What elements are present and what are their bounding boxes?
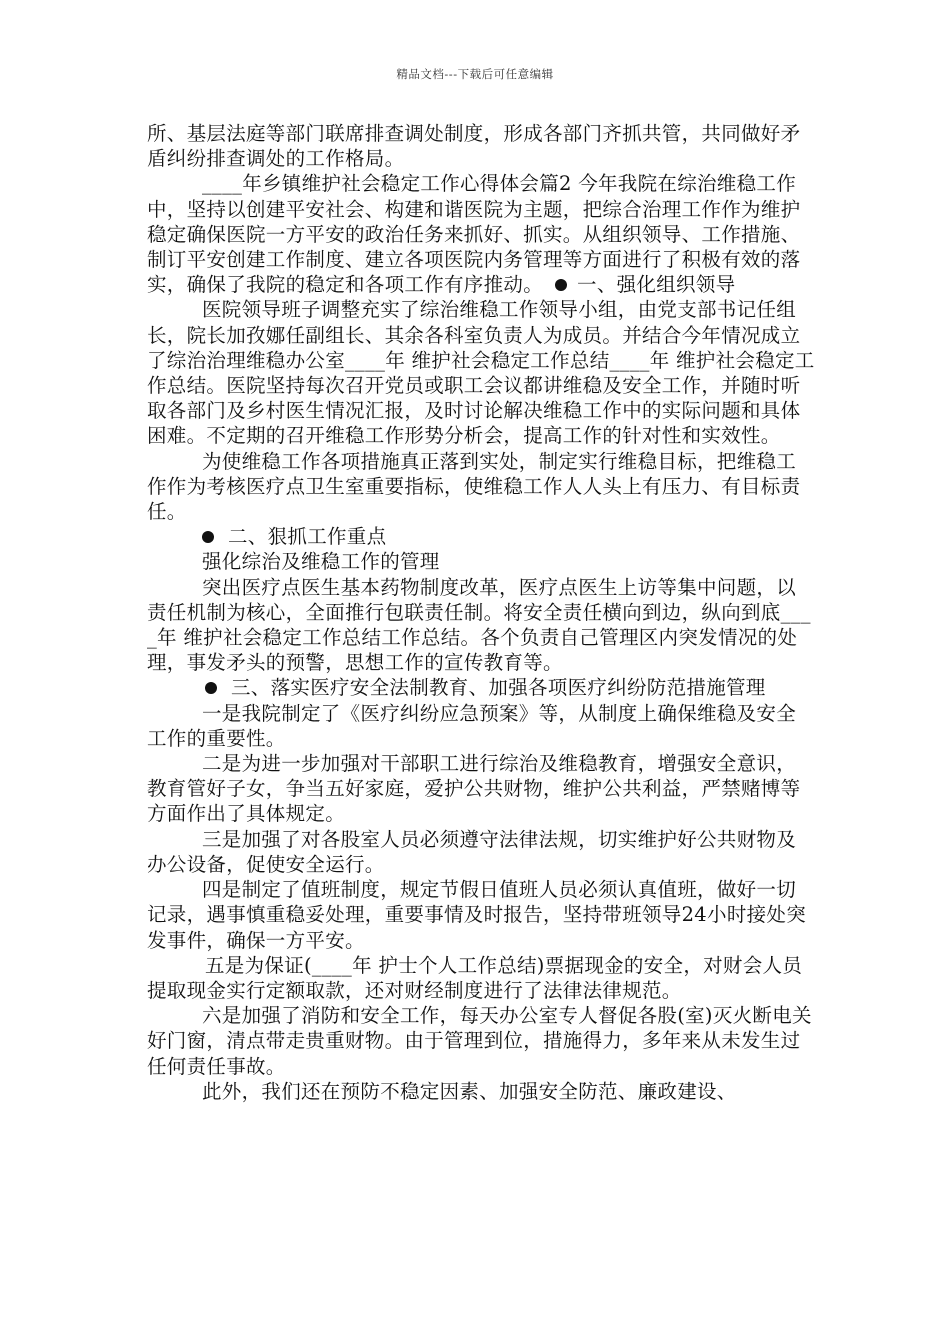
- paragraph: 强化综治及维稳工作的管理: [202, 550, 440, 574]
- section-heading-row: [147, 675, 815, 700]
- bullet-icon: [555, 279, 567, 291]
- document-body: [147, 121, 815, 1104]
- section-heading-row: [202, 524, 815, 549]
- paragraph: 三是加强了对各股室人员必须遵守法律法规，切实维护好公共财物及办公设备，促使安全运行。: [147, 827, 797, 876]
- paragraph-text: ____年乡镇维护社会稳定工作心得体会篇2 今年我院在综治维稳工作中，坚持以创建平安社会、构建和谐医院为主题，把综合治理工作作为维护稳定确保医院一方平安的政治任务来抓好、抓实。从组织领导、工作措施、制订平安创建工作制度、建立各项医院内务管理等方面进行了积极有效的落实，确保了我院的稳定和各项工作有序推动。: [147, 172, 801, 297]
- page-header: 精品文档---下载后可任意编辑: [396, 67, 554, 81]
- paragraph: 此外，我们还在预防不稳定因素、加强安全防范、廉政建设、: [202, 1079, 737, 1103]
- paragraph: 为使维稳工作各项措施真正落到实处，制定实行维稳目标，把维稳工作作为考核医疗点卫生室重要指标，使维稳工作人人头上有压力、有目标责任。: [147, 449, 801, 524]
- paragraph: 五是为保证(____年 护士个人工作总结)票据现金的安全，对财会人员提取现金实行定额取款，还对财经制度进行了法律法律规范。: [147, 953, 803, 1002]
- paragraph: 六是加强了消防和安全工作，每天办公室专人督促各股(室)灭火断电关好门窗，清点带走贵重财物。由于管理到位，措施得力，多年来从未发生过任何责任事故。: [147, 1004, 812, 1078]
- section-heading: 一、强化组织领导: [577, 273, 736, 297]
- paragraph: 所、基层法庭等部门联席排查调处制度，形成各部门齐抓共管，共同做好矛盾纠纷排查调处的工作格局。: [147, 122, 801, 171]
- paragraph: 二是为进一步加强对干部职工进行综治及维稳教育，增强安全意识，教育管好子女，争当五好家庭，爱护公共财物，维护公共利益，严禁赌博等方面作出了具体规定。: [147, 752, 801, 826]
- paragraph: 一是我院制定了《医疗纠纷应急预案》等，从制度上确保维稳及安全工作的重要性。: [147, 701, 797, 750]
- paragraph: 突出医疗点医生基本药物制度改革，医疗点医生上访等集中问题，以责任机制为核心，全面推行包联责任制。将安全责任横向到边，纵向到底____年 维护社会稳定工作总结工作总结。各个负责自己管理区内突发情况的处理，事发矛头的预警，思想工作的宣传教育等。: [147, 575, 811, 675]
- paragraph: [147, 171, 815, 297]
- bullet-icon: [202, 531, 214, 543]
- paragraph: 四是制定了值班制度，规定节假日值班人员必须认真值班，做好一切记录，遇事慎重稳妥处理，重要事情及时报告，坚持带班领导24小时接处突发事件，确保一方平安。: [147, 878, 807, 952]
- bullet-icon: [205, 682, 217, 694]
- section-heading: 二、狠抓工作重点: [228, 525, 387, 549]
- paragraph: 医院领导班子调整充实了综治维稳工作领导小组，由党支部书记任组长，院长加孜娜任副组长、其余各科室负责人为成员。并结合今年情况成立了综治治理维稳办公室____年 维护社会稳定工作总结____年 维护社会稳定工作总结。医院坚持每次召开党员或职工会议都讲维稳及安全工作，并随时听取各部门及乡村医生情况汇报，及时讨论解决维稳工作中的实际问题和具体困难。不定期的召开维稳工作形势分析会，提高工作的针对性和实效性。: [147, 298, 815, 448]
- section-heading: 三、落实医疗安全法制教育、加强各项医疗纠纷防范措施管理: [231, 676, 766, 700]
